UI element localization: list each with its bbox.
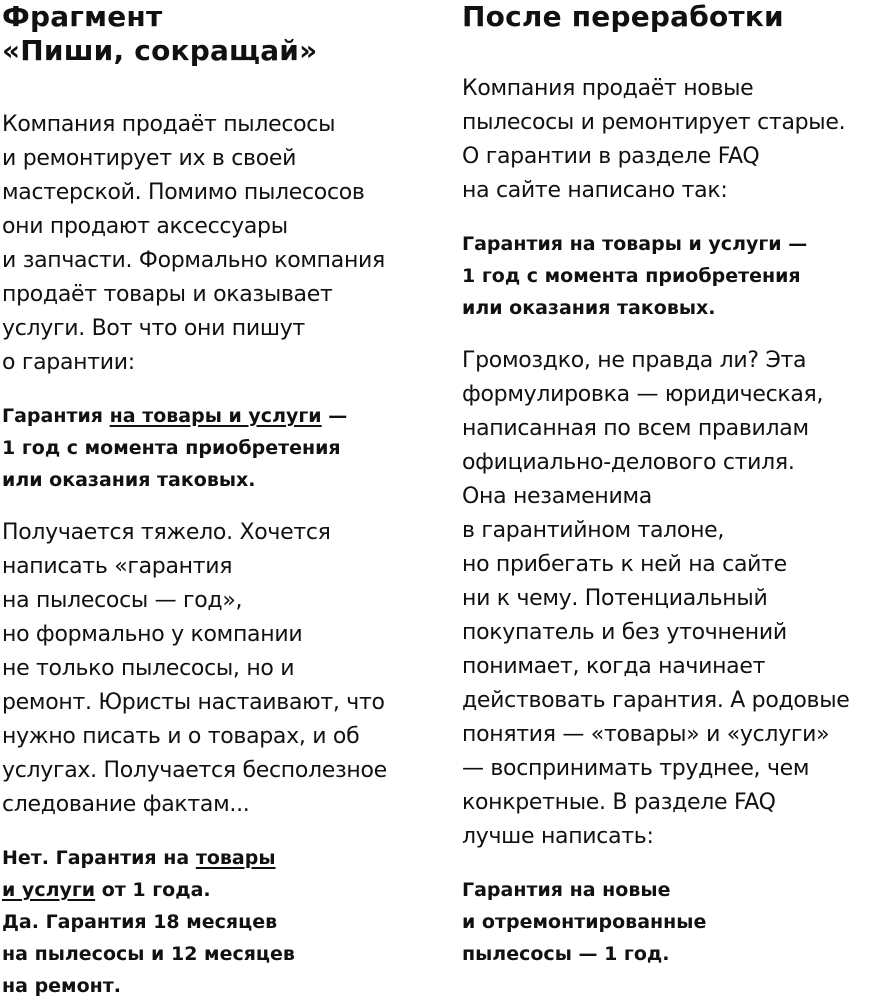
underlined-term: товары bbox=[195, 847, 276, 869]
text-line: услуги. Вот что они пишут bbox=[2, 316, 305, 341]
text-line: ремонт. Юристы настаивают, что bbox=[2, 690, 385, 715]
text-line: формулировка — юридическая, bbox=[462, 382, 824, 407]
text-line: ни к чему. Потенциальный bbox=[462, 586, 768, 611]
text-line: конкретные. В разделе FAQ bbox=[462, 790, 776, 815]
text-line: пылесосы и ремонтирует старые. bbox=[462, 110, 846, 135]
text-line: они продают аксессуары bbox=[2, 214, 288, 239]
text-line: следование фактам... bbox=[2, 792, 250, 817]
text-line: Гарантия на товары и услуги — bbox=[462, 233, 808, 255]
text-line: в гарантийном талоне, bbox=[462, 518, 725, 543]
text-line: или оказания таковых. bbox=[462, 297, 716, 319]
text-line: на ремонт. bbox=[2, 975, 121, 997]
callout-text: от 1 года. bbox=[95, 879, 211, 901]
text-line: покупатель и без уточнений bbox=[462, 620, 787, 645]
callout-text: Гарантия bbox=[2, 405, 110, 427]
text-line: Получается тяжело. Хочется bbox=[2, 520, 331, 545]
text-line: Да. Гарантия 18 месяцев bbox=[2, 911, 278, 933]
text-line: Громоздко, не правда ли? Эта bbox=[462, 348, 807, 373]
text-line: написать «гарантия bbox=[2, 554, 233, 579]
text-line: 1 год с момента приобретения bbox=[2, 437, 341, 459]
text-line: но формально у компании bbox=[2, 622, 303, 647]
text-line: Гарантия на новые bbox=[462, 879, 671, 901]
text-line: или оказания таковых. bbox=[2, 469, 256, 491]
text-line: действовать гарантия. А родовые bbox=[462, 688, 850, 713]
left-callout-comparison bbox=[2, 842, 432, 1002]
text-line: Компания продаёт новые bbox=[462, 76, 754, 101]
text-line: на пылесосы — год», bbox=[2, 588, 243, 613]
right-heading-line: После переработки bbox=[462, 0, 784, 33]
underlined-term: на товары и услуги bbox=[109, 405, 322, 427]
right-heading bbox=[462, 0, 875, 34]
left-intro-paragraph bbox=[2, 108, 432, 380]
text-line: нужно писать и о товарах, и об bbox=[2, 724, 360, 749]
text-line: 1 год с момента приобретения bbox=[462, 265, 801, 287]
text-line: Компания продаёт пылесосы bbox=[2, 112, 336, 137]
left-heading-line: Фрагмент bbox=[2, 0, 163, 33]
text-line: лучше написать: bbox=[462, 824, 654, 849]
text-line bbox=[2, 400, 432, 432]
left-column bbox=[2, 0, 432, 1002]
underlined-term: и услуги bbox=[2, 879, 96, 901]
text-line bbox=[2, 842, 432, 874]
text-line: понятия — «товары» и «услуги» bbox=[462, 722, 830, 747]
text-line: написанная по всем правилам bbox=[462, 416, 809, 441]
callout-text: — bbox=[321, 405, 348, 427]
right-callout-rewritten bbox=[462, 874, 875, 970]
text-line: продаёт товары и оказывает bbox=[2, 282, 333, 307]
right-callout-original bbox=[462, 228, 875, 324]
text-line: на сайте написано так: bbox=[462, 178, 728, 203]
right-column bbox=[462, 0, 875, 970]
left-heading bbox=[2, 0, 432, 68]
callout-text: Нет. Гарантия на bbox=[2, 847, 196, 869]
text-line: официально-делового стиля. bbox=[462, 450, 795, 475]
text-line bbox=[2, 874, 432, 906]
text-line: понимает, когда начинает bbox=[462, 654, 766, 679]
text-line: — воспринимать труднее, чем bbox=[462, 756, 810, 781]
text-line: пылесосы — 1 год. bbox=[462, 943, 670, 965]
left-explanation-paragraph bbox=[2, 516, 432, 822]
text-line: О гарантии в разделе FAQ bbox=[462, 144, 760, 169]
text-line: но прибегать к ней на сайте bbox=[462, 552, 787, 577]
text-line: услугах. Получается бесполезное bbox=[2, 758, 387, 783]
text-line: и запчасти. Формально компания bbox=[2, 248, 385, 273]
text-line: не только пылесосы, но и bbox=[2, 656, 295, 681]
text-line: о гарантии: bbox=[2, 350, 135, 375]
text-line: мастерской. Помимо пылесосов bbox=[2, 180, 365, 205]
left-callout-original bbox=[2, 400, 432, 496]
text-line: на пылесосы и 12 месяцев bbox=[2, 943, 295, 965]
text-line: и отремонтированные bbox=[462, 911, 707, 933]
text-line: и ремонтирует их в своей bbox=[2, 146, 297, 171]
text-line: Она незаменима bbox=[462, 484, 652, 509]
left-heading-line: «Пиши, сокращай» bbox=[2, 34, 318, 67]
right-explanation-paragraph bbox=[462, 344, 875, 854]
right-intro-paragraph bbox=[462, 72, 875, 208]
